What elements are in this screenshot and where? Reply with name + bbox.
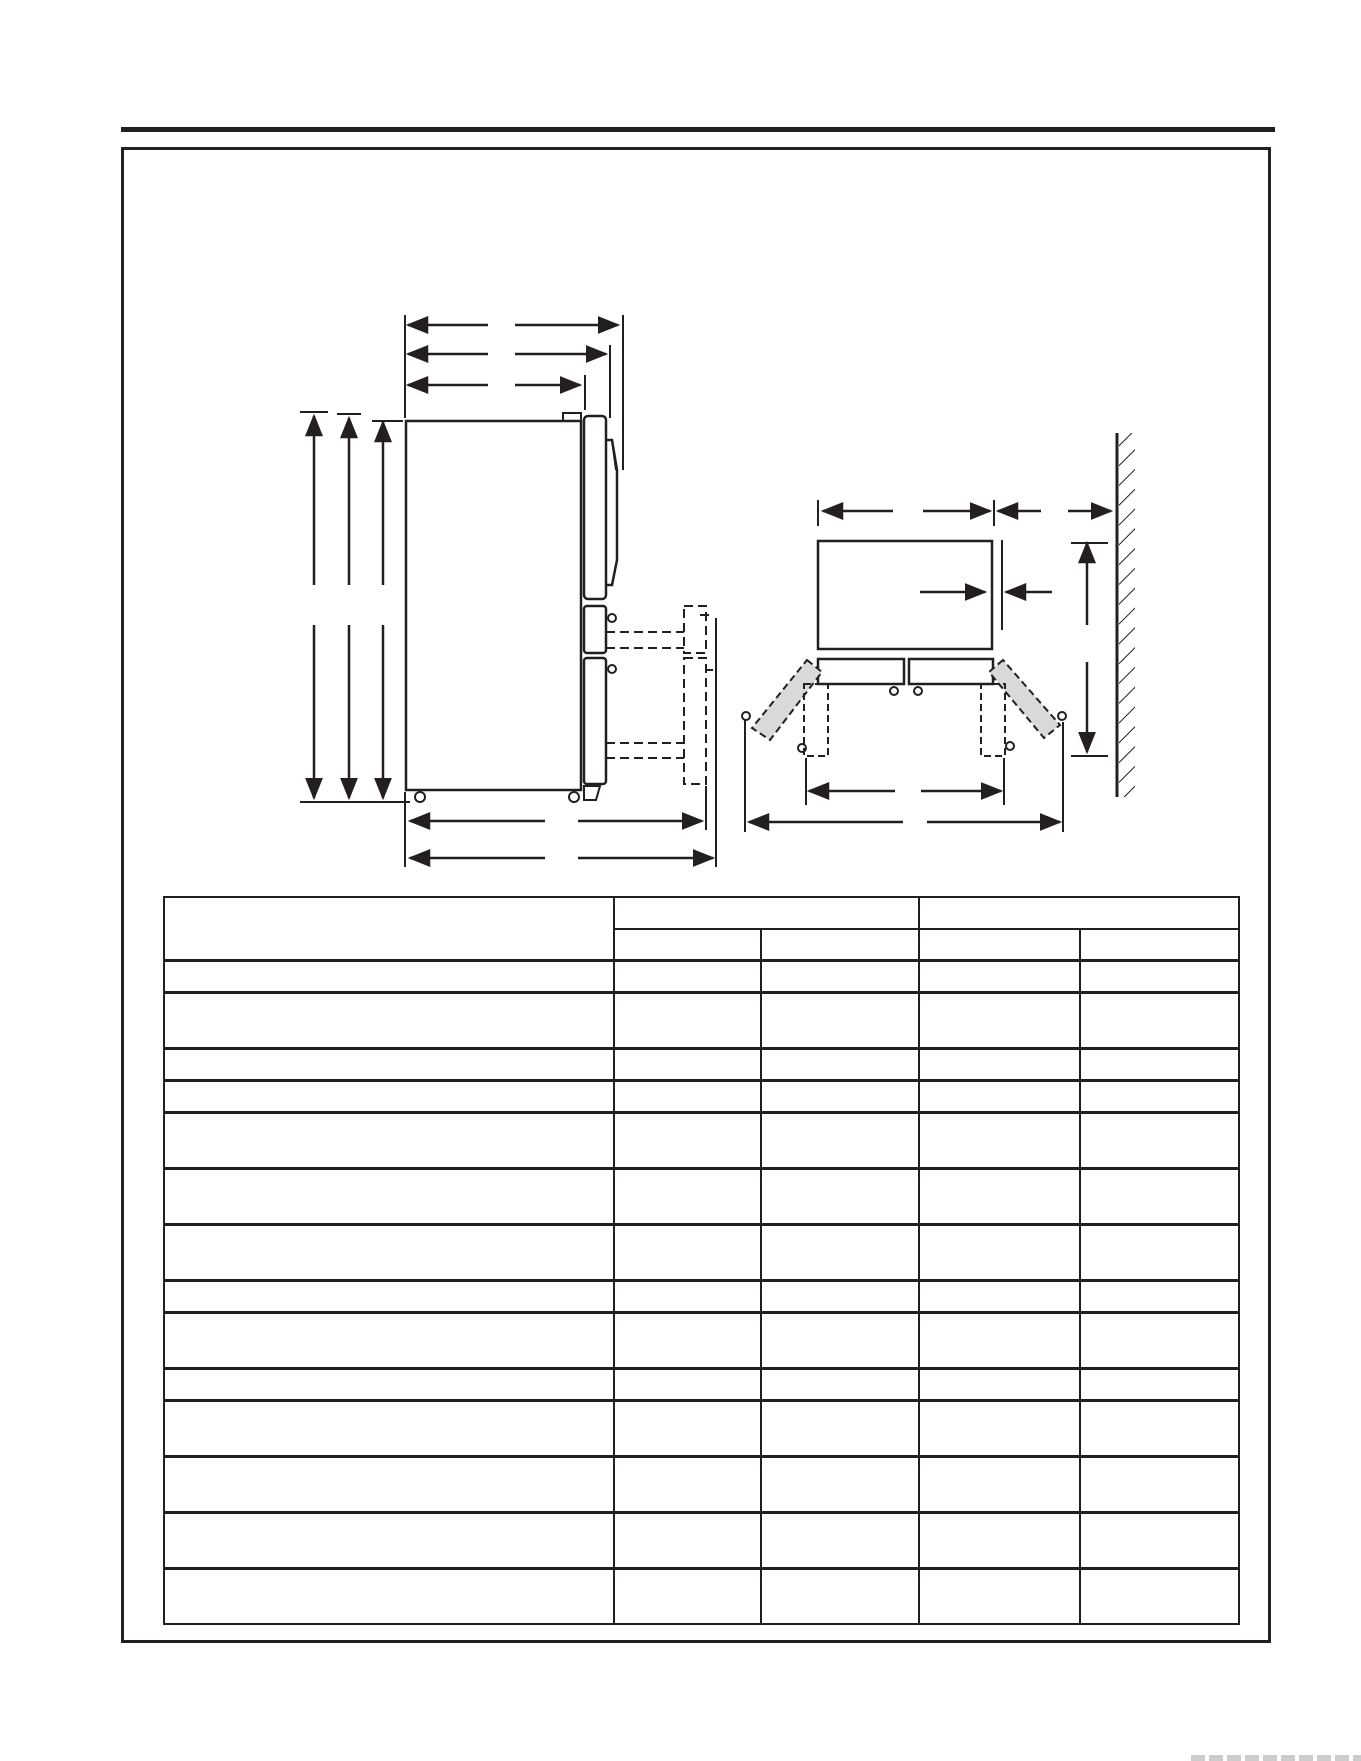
table-row (164, 1225, 1239, 1281)
value-cell (919, 1281, 1080, 1313)
table-row (164, 1313, 1239, 1369)
value-cell (761, 1081, 919, 1113)
value-cell (761, 1049, 919, 1081)
value-cell (614, 1049, 761, 1081)
value-cell (919, 1169, 1080, 1225)
value-cell (761, 1401, 919, 1457)
value-cell (614, 1225, 761, 1281)
value-cell (1080, 1457, 1239, 1513)
table-header-cell (614, 897, 919, 929)
row-label-cell (164, 1313, 614, 1369)
value-cell (919, 1569, 1080, 1625)
table-subheader-cell (614, 929, 761, 961)
table-row (164, 1513, 1239, 1569)
value-cell (761, 1369, 919, 1401)
value-cell (1080, 1081, 1239, 1113)
value-cell (919, 1225, 1080, 1281)
table-row (164, 961, 1239, 993)
table-row (164, 1457, 1239, 1513)
value-cell (614, 1081, 761, 1113)
table-row (164, 1281, 1239, 1313)
row-label-cell (164, 1513, 614, 1569)
top-rule (121, 127, 1275, 132)
row-label-cell (164, 1113, 614, 1169)
row-label-cell (164, 1401, 614, 1457)
row-label-cell (164, 1169, 614, 1225)
value-cell (1080, 1169, 1239, 1225)
value-cell (1080, 1225, 1239, 1281)
value-cell (614, 1281, 761, 1313)
table-subheader-cell (1080, 929, 1239, 961)
value-cell (919, 1081, 1080, 1113)
value-cell (614, 1313, 761, 1369)
table-row (164, 1169, 1239, 1225)
value-cell (919, 1313, 1080, 1369)
row-label-cell (164, 1369, 614, 1401)
value-cell (1080, 1401, 1239, 1457)
value-cell (919, 1513, 1080, 1569)
table-subheader-cell (761, 929, 919, 961)
table-subheader-cell (919, 929, 1080, 961)
value-cell (761, 961, 919, 993)
value-cell (919, 961, 1080, 993)
value-cell (614, 1169, 761, 1225)
value-cell (761, 1113, 919, 1169)
table-row (164, 1569, 1239, 1625)
table-row (164, 993, 1239, 1049)
value-cell (1080, 1513, 1239, 1569)
row-label-cell (164, 1569, 614, 1625)
value-cell (919, 993, 1080, 1049)
row-label-cell (164, 1049, 614, 1081)
value-cell (919, 1369, 1080, 1401)
row-label-cell (164, 1081, 614, 1113)
row-label-cell (164, 993, 614, 1049)
value-cell (614, 1513, 761, 1569)
value-cell (761, 993, 919, 1049)
value-cell (761, 1313, 919, 1369)
row-label-cell (164, 1225, 614, 1281)
value-cell (919, 1113, 1080, 1169)
value-cell (1080, 1313, 1239, 1369)
table-row (164, 1049, 1239, 1081)
value-cell (761, 1225, 919, 1281)
value-cell (1080, 961, 1239, 993)
value-cell (614, 1369, 761, 1401)
value-cell (761, 1513, 919, 1569)
value-cell (761, 1457, 919, 1513)
table-header-cell (164, 897, 614, 961)
value-cell (919, 1049, 1080, 1081)
table-row (164, 1369, 1239, 1401)
value-cell (761, 1281, 919, 1313)
table-row (164, 1081, 1239, 1113)
value-cell (1080, 1113, 1239, 1169)
table-row (164, 1113, 1239, 1169)
value-cell (614, 1569, 761, 1625)
value-cell (1080, 1569, 1239, 1625)
row-label-cell (164, 1457, 614, 1513)
value-cell (614, 1401, 761, 1457)
value-cell (1080, 1049, 1239, 1081)
table-header-cell (919, 897, 1239, 929)
value-cell (919, 1457, 1080, 1513)
value-cell (614, 961, 761, 993)
footer-marks (1191, 1755, 1361, 1761)
value-cell (1080, 993, 1239, 1049)
value-cell (919, 1401, 1080, 1457)
value-cell (761, 1169, 919, 1225)
value-cell (614, 1457, 761, 1513)
value-cell (614, 1113, 761, 1169)
value-cell (1080, 1369, 1239, 1401)
value-cell (761, 1569, 919, 1625)
value-cell (1080, 1281, 1239, 1313)
dimensions-table (163, 896, 1240, 1625)
row-label-cell (164, 1281, 614, 1313)
row-label-cell (164, 961, 614, 993)
table-row (164, 1401, 1239, 1457)
value-cell (614, 993, 761, 1049)
